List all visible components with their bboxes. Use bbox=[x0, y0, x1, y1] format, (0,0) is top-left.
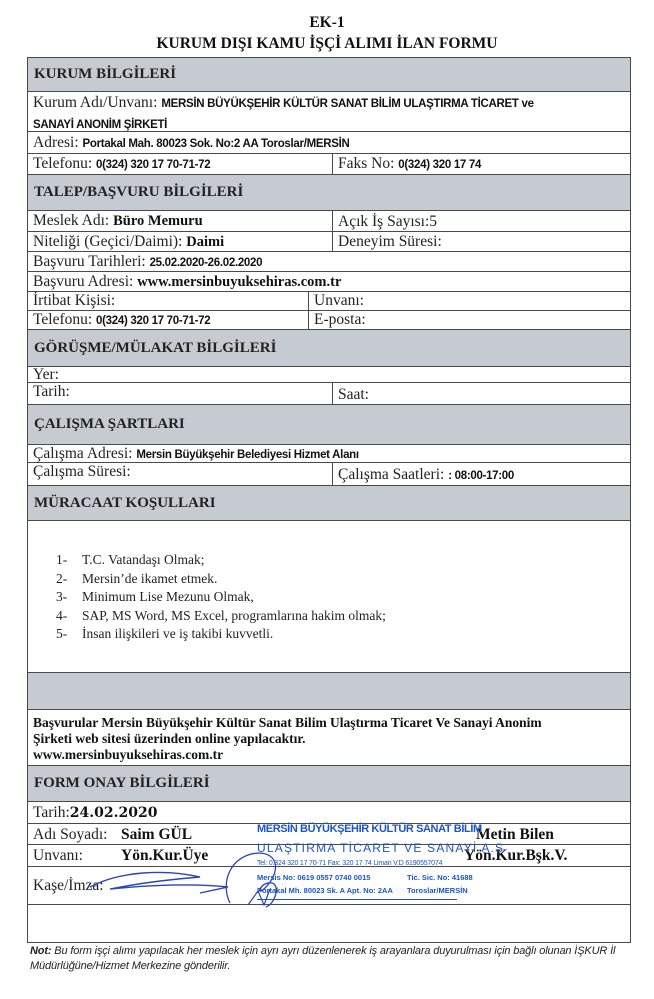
footer-note bbox=[30, 944, 640, 974]
yer-label: Yer: bbox=[33, 367, 59, 382]
gorusme-tarih-label: Tarih: bbox=[33, 383, 70, 400]
nitelik-value: Daimi bbox=[186, 234, 225, 250]
eposta-label: E-posta: bbox=[314, 311, 366, 328]
basvuru-tarihleri-row bbox=[28, 251, 630, 271]
acik-is-value: 5 bbox=[429, 213, 438, 230]
section-gorusme-header: GÖRÜŞME/MÜLAKAT BİLGİLERİ bbox=[28, 329, 630, 366]
kurum-fax-value: 0(324) 320 17 74 bbox=[398, 159, 482, 171]
person2-name: Metin Bilen bbox=[476, 826, 554, 843]
basvuru-adresi-row bbox=[28, 271, 630, 291]
note-label: Not: bbox=[30, 945, 52, 957]
meslek-label: Meslek Adı: bbox=[33, 212, 114, 229]
kurum-name-value: MERSİN BÜYÜKŞEHİR KÜLTÜR SANAT BİLİM ULAŞTIRMA TİCARET ve bbox=[161, 98, 534, 110]
basvuru-tarihleri-label: Başvuru Tarihleri: bbox=[33, 253, 150, 270]
list-item-text: Mersin’de ikamet etmek. bbox=[82, 570, 218, 586]
meslek-row bbox=[28, 210, 630, 231]
calisma-adresi-value: Mersin Büyükşehir Belediyesi Hizmet Alanı bbox=[136, 449, 359, 461]
list-item-text: İnsan ilişkileri ve iş takibi kuvvetli. bbox=[82, 626, 274, 641]
person2-title: Yön.Kur.Bşk.V. bbox=[464, 847, 568, 864]
document-code: EK-1 bbox=[309, 14, 345, 31]
kurum-phone-value: 0(324) 320 17 70-71-72 bbox=[96, 159, 211, 171]
stamp-line7: Toroslar/MERSİN bbox=[407, 886, 468, 895]
list-item bbox=[56, 551, 386, 570]
blank-gray-band bbox=[28, 672, 630, 709]
acik-is-label: Açık İş Sayısı: bbox=[338, 213, 430, 230]
section-calisma-header: ÇALIŞMA ŞARTLARI bbox=[28, 404, 630, 444]
calisma-sure-label: Çalışma Süresi: bbox=[33, 463, 131, 480]
stamp-line5: Portakal Mh. 80023 Sk. A Apt. No: 2AA bbox=[257, 886, 393, 895]
stamp-line4: Mersis No: 0619 0557 0740 0015 bbox=[257, 873, 371, 882]
stamp-line2: ULAŞTIRMA TİCARET VE SANAYİ A.Ş bbox=[257, 841, 505, 855]
nitelik-label: Niteliği (Geçici/Daimi): bbox=[33, 233, 187, 250]
list-item-number: 4- bbox=[56, 607, 68, 623]
onay-tarih-value: 24.02.2020 bbox=[69, 805, 158, 821]
list-item-number: 5- bbox=[56, 626, 68, 641]
list-item-number: 3- bbox=[56, 589, 68, 604]
person1-name: Saim GÜL bbox=[121, 826, 193, 843]
section-onay-header: FORM ONAY BİLGİLERİ bbox=[28, 765, 630, 801]
basvuru-tarihleri-value: 25.02.2020-26.02.2020 bbox=[149, 257, 263, 269]
unvan-label: Unvanı: bbox=[314, 292, 364, 309]
section-kurum-header: KURUM BİLGİLERİ bbox=[28, 58, 630, 91]
calisma-saatleri-label: Çalışma Saatleri: bbox=[338, 466, 449, 483]
nitelik-row bbox=[28, 231, 630, 251]
calisma-sure-row bbox=[28, 462, 630, 485]
irtibat-label: İrtibat Kişisi: bbox=[33, 292, 116, 309]
irtibat-row bbox=[28, 291, 630, 310]
list-item bbox=[56, 625, 386, 644]
note-text: Bu form işçi alımı yapılacak her meslek için ayrı ayrı düzenlenerek iş arayanlara duyurulması için bağlı olunan İŞKUR İl Müdürlüğüne/Hizmet Merkezine gönderilir. bbox=[30, 945, 616, 972]
list-item-text: T.C. Vatandaşı Olmak; bbox=[82, 552, 205, 567]
yer-row bbox=[28, 366, 630, 382]
irtibat-phone-label: Telefonu: bbox=[33, 311, 97, 328]
gorusme-tarih-row bbox=[28, 382, 630, 404]
list-item-text: Minimum Lise Mezunu Olmak, bbox=[82, 589, 254, 604]
kurum-name-value-cont: SANAYİ ANONİM ŞİRKETİ bbox=[33, 119, 168, 131]
basvuru-adresi-link[interactable]: www.mersinbuyuksehiras.com.tr bbox=[137, 274, 342, 290]
section-muracaat-header: MÜRACAAT KOŞULLARI bbox=[28, 485, 630, 520]
application-info-block bbox=[28, 709, 630, 765]
person1-title: Yön.Kur.Üye bbox=[121, 847, 209, 864]
kurum-name-row bbox=[28, 91, 630, 131]
irtibat-contact-row bbox=[28, 310, 630, 329]
basvuru-adresi-label: Başvuru Adresi: bbox=[33, 273, 138, 290]
list-item-text: SAP, MS Word, MS Excel, programlarına hakim olmak; bbox=[82, 607, 386, 623]
list-item bbox=[56, 570, 386, 589]
calisma-adresi-row bbox=[28, 444, 630, 462]
kurum-address-row bbox=[28, 131, 630, 153]
calisma-adresi-label: Çalışma Adresi: bbox=[33, 445, 137, 462]
kurum-contact-row bbox=[28, 153, 630, 174]
meslek-value: Büro Memuru bbox=[113, 213, 203, 229]
kurum-address-value: Portakal Mah. 80023 Sok. No:2 AA Toroslar/MERSİN bbox=[82, 138, 350, 150]
document-title: KURUM DIŞI KAMU İŞÇİ ALIMI İLAN FORMU bbox=[156, 35, 498, 52]
stamp-line3: Tel: 0.324 320 17 70-71 Fax: 320 17 74 Liman V.D 6190557074 bbox=[257, 860, 443, 867]
gorusme-saat-label: Saat: bbox=[338, 386, 369, 403]
requirements-list bbox=[56, 551, 386, 644]
list-item bbox=[56, 588, 386, 607]
calisma-saatleri-value: : 08:00-17:00 bbox=[448, 470, 514, 482]
signature-icon bbox=[80, 843, 300, 913]
list-item-number: 2- bbox=[56, 570, 68, 586]
onay-tarih-row bbox=[28, 801, 630, 823]
stamp-line6: Tic. Sic. No: 41688 bbox=[407, 873, 473, 882]
kurum-fax-label: Faks No: bbox=[338, 155, 399, 172]
section-talep-header: TALEP/BAŞVURU BİLGİLERİ bbox=[28, 174, 630, 210]
irtibat-phone-value: 0(324) 320 17 70-71-72 bbox=[96, 315, 211, 327]
deneyim-label: Deneyim Süresi: bbox=[338, 233, 442, 250]
application-info-line2: Şirketi web sitesi üzerinden online yapılacaktır. bbox=[33, 731, 306, 746]
list-item-number: 1- bbox=[56, 552, 68, 567]
kurum-phone-label: Telefonu: bbox=[33, 155, 97, 172]
form-table bbox=[27, 57, 631, 943]
onay-unvan-label: Unvanı: bbox=[33, 847, 83, 864]
list-item bbox=[56, 607, 386, 626]
kase-imza-label: Kaşe/İmza: bbox=[33, 877, 104, 894]
kurum-name-label: Kurum Adı/Unvanı: bbox=[33, 94, 162, 111]
application-website-link[interactable]: www.mersinbuyuksehiras.com.tr bbox=[33, 747, 224, 762]
muracaat-list-area bbox=[28, 520, 630, 672]
kurum-address-label: Adresi: bbox=[33, 134, 83, 151]
onay-tarih-label: Tarih: bbox=[33, 804, 70, 821]
stamp-line1: MERSİN BÜYÜKŞEHİR KÜLTÜR SANAT BİLİM bbox=[257, 823, 482, 835]
adsoyad-label: Adı Soyadı: bbox=[33, 826, 108, 843]
application-info-line1: Başvurular Mersin Büyükşehir Kültür Sanat Bilim Ulaştırma Ticaret Ve Sanayi Anonim bbox=[33, 715, 542, 730]
